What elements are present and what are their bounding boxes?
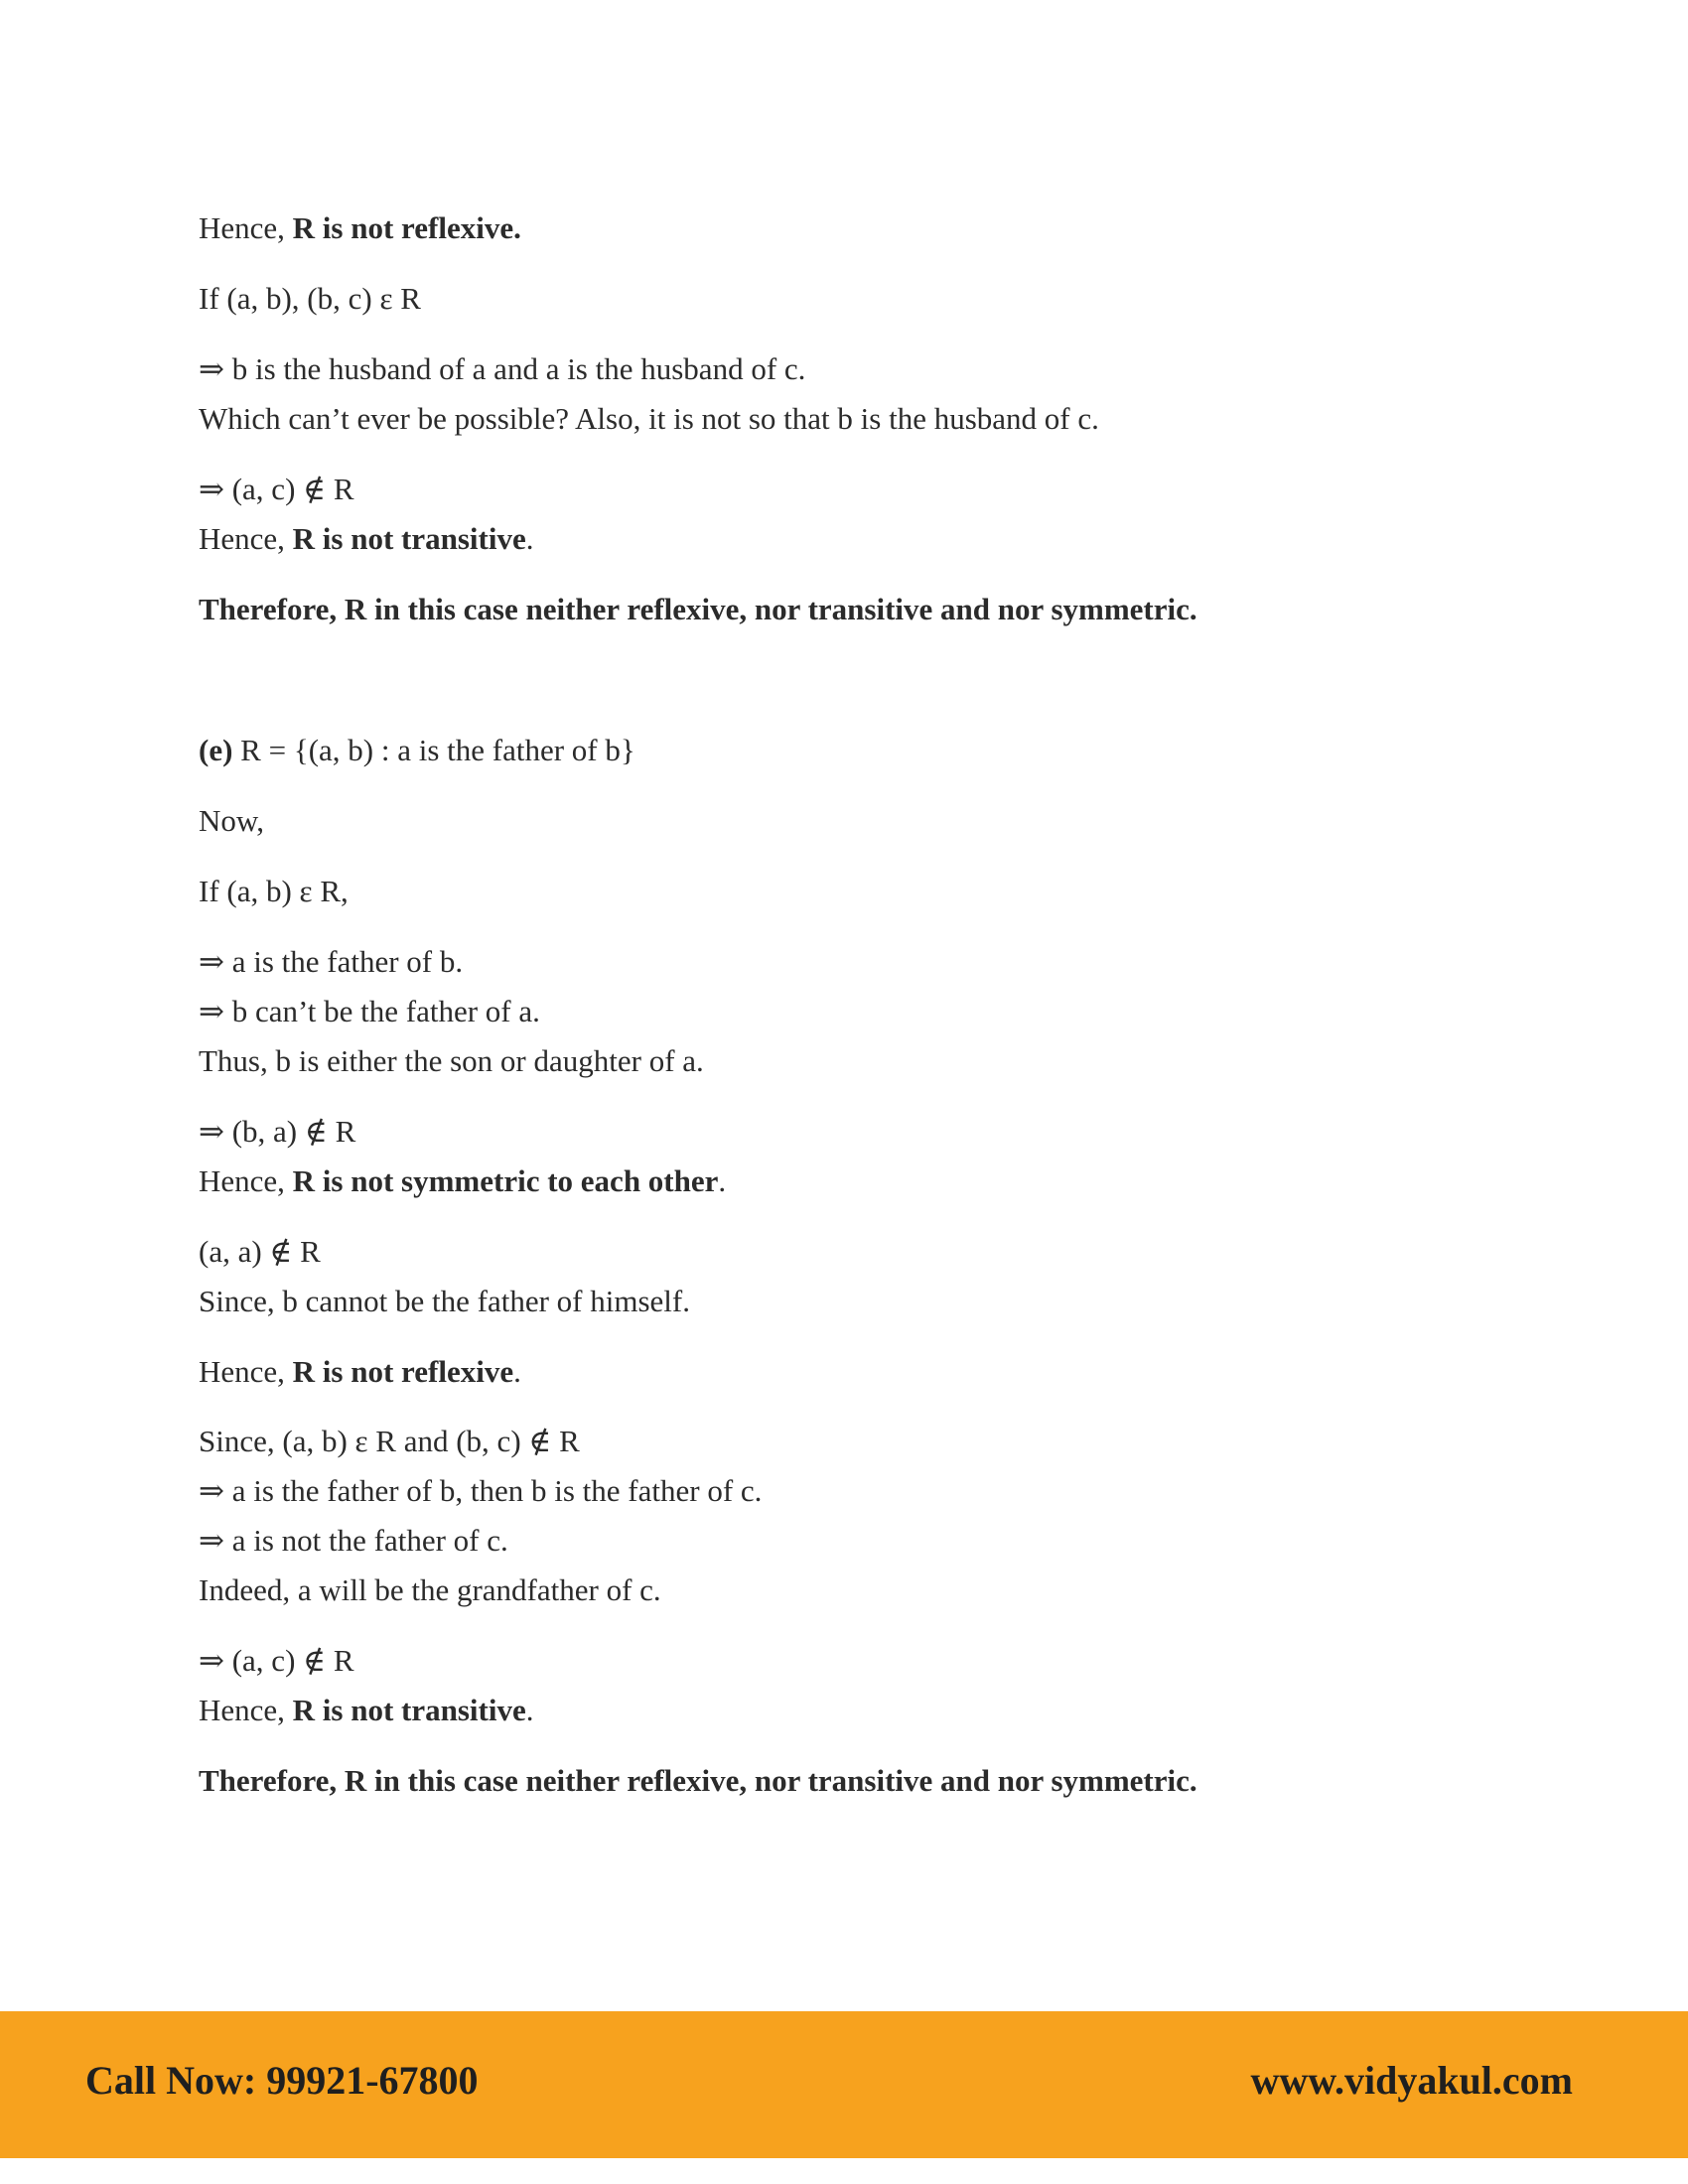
line-ac-not-in-r-1: ⇒ (a, c) ∉ R	[199, 472, 354, 506]
text-run: .	[525, 521, 534, 556]
text-run: .	[525, 1693, 534, 1727]
line-now: Now,	[199, 803, 265, 838]
website-link[interactable]: www.vidyakul.com	[1250, 2058, 1573, 2103]
line-husband-implication: ⇒ b is the husband of a and a is the husband of c.	[199, 351, 806, 386]
text-run: Hence,	[199, 1693, 293, 1727]
line-ac-not-in-r-2: ⇒ (a, c) ∉ R	[199, 1643, 354, 1678]
bold-conclusion: R is not reflexive	[292, 1354, 514, 1389]
footer-banner	[0, 2011, 1688, 2158]
line-a-father-of-b: ⇒ a is the father of b.	[199, 944, 464, 979]
line-father-chain: ⇒ a is the father of b, then b is the father of c.	[199, 1473, 763, 1508]
line-since-ab-bc: Since, (a, b) ε R and (b, c) ∉ R	[199, 1424, 580, 1458]
line-a-not-father-of-c: ⇒ a is not the father of c.	[199, 1523, 508, 1558]
text-run: R = {(a, b) : a is the father of b}	[232, 733, 635, 767]
bold-conclusion: R is not transitive	[292, 1693, 526, 1727]
line-b-cant-be-father: ⇒ b can’t be the father of a.	[199, 994, 540, 1028]
line-if-ab-bc: If (a, b), (b, c) ε R	[199, 281, 421, 316]
text-run: Hence,	[199, 1354, 293, 1389]
text-run: .	[513, 1354, 521, 1389]
line-part-e-definition	[199, 731, 635, 770]
text-run: .	[718, 1163, 727, 1198]
text-run: Hence,	[199, 521, 293, 556]
line-not-father-of-himself: Since, b cannot be the father of himself.	[199, 1284, 690, 1318]
text-run: Hence,	[199, 1163, 293, 1198]
call-now-text: Call Now: 99921-67800	[85, 2058, 479, 2103]
line-therefore-summary-2: Therefore, R in this case neither reflexive, nor transitive and nor symmetric.	[199, 1763, 1197, 1798]
line-hence-not-transitive-2	[199, 1691, 534, 1730]
line-therefore-summary-1: Therefore, R in this case neither reflexive, nor transitive and nor symmetric.	[199, 592, 1197, 626]
line-grandfather: Indeed, a will be the grandfather of c.	[199, 1572, 661, 1607]
line-son-or-daughter: Thus, b is either the son or daughter of a.	[199, 1043, 704, 1078]
line-cannot-be-possible: Which can’t ever be possible? Also, it is not so that b is the husband of c.	[199, 401, 1099, 436]
line-ba-not-in-r: ⇒ (b, a) ∉ R	[199, 1114, 356, 1149]
bold-conclusion: R is not transitive	[292, 521, 526, 556]
line-hence-not-symmetric	[199, 1161, 726, 1201]
line-hence-not-reflexive-1	[199, 208, 521, 248]
line-hence-not-transitive-1	[199, 519, 534, 559]
text-run: Hence,	[199, 210, 293, 245]
line-hence-not-reflexive-2	[199, 1352, 521, 1392]
part-label: (e)	[199, 733, 233, 767]
line-aa-not-in-r: (a, a) ∉ R	[199, 1234, 321, 1269]
bold-conclusion: R is not symmetric to each other	[292, 1163, 719, 1198]
bold-conclusion: R is not reflexive.	[292, 210, 521, 245]
line-if-ab-in-r: If (a, b) ε R,	[199, 874, 349, 908]
